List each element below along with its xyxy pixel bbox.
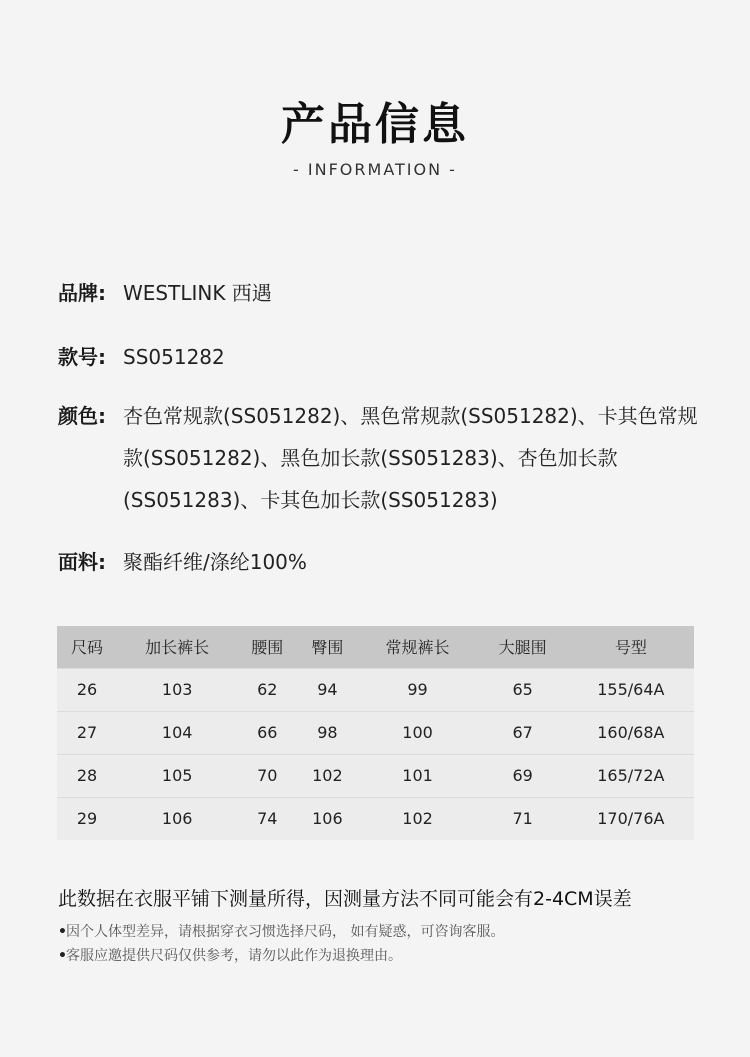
- table-cell: 66: [237, 711, 297, 754]
- table-cell: 103: [117, 668, 237, 711]
- style-number-label: 款号:: [58, 345, 106, 369]
- color-value: 杏色常规款(SS051282)、黑色常规款(SS051282)、卡其色常规款(SS051282)、黑色加长款(SS051283)、杏色加长款(SS051283)、卡其色加长款(SS051283): [123, 404, 698, 512]
- style-number-row: [58, 336, 698, 378]
- material-label: 面料:: [58, 550, 106, 574]
- note-line-2: [58, 945, 402, 965]
- material-value: 聚酯纤维/涤纶100%: [123, 550, 307, 574]
- table-cell: 62: [237, 668, 297, 711]
- header-fit-code: 号型: [568, 626, 694, 668]
- table-cell: 170/76A: [568, 797, 694, 840]
- brand-label: 品牌:: [58, 281, 106, 305]
- bullet-icon: •: [58, 948, 67, 964]
- material-row: [58, 541, 698, 583]
- page-subtitle: - INFORMATION -: [293, 160, 457, 179]
- table-cell: 26: [57, 668, 117, 711]
- table-cell: 106: [117, 797, 237, 840]
- table-row: [57, 754, 694, 797]
- size-table-header: [57, 626, 694, 668]
- brand-row: [58, 272, 698, 314]
- style-number-value: SS051282: [123, 345, 225, 369]
- table-cell: 106: [297, 797, 357, 840]
- bullet-icon: •: [58, 924, 67, 940]
- table-cell: 98: [297, 711, 357, 754]
- note-line-2-text: 客服应邀提供尺码仅供参考，请勿以此作为退换理由。: [66, 948, 402, 964]
- header-waist: 腰围: [237, 626, 297, 668]
- table-cell: 69: [478, 754, 568, 797]
- header-thigh: 大腿围: [478, 626, 568, 668]
- table-cell: 100: [357, 711, 477, 754]
- header-hip: 臀围: [297, 626, 357, 668]
- table-cell: 102: [357, 797, 477, 840]
- table-cell: 71: [478, 797, 568, 840]
- table-cell: 105: [117, 754, 237, 797]
- table-cell: 65: [478, 668, 568, 711]
- brand-value: WESTLINK 西遇: [123, 281, 272, 305]
- note-line-1: [58, 921, 504, 941]
- table-cell: 99: [357, 668, 477, 711]
- table-cell: 74: [237, 797, 297, 840]
- measurement-note: 此数据在衣服平铺下测量所得，因测量方法不同可能会有2-4CM误差: [58, 888, 632, 910]
- table-cell: 28: [57, 754, 117, 797]
- table-cell: 160/68A: [568, 711, 694, 754]
- color-row: [58, 395, 698, 521]
- size-table: [57, 626, 694, 840]
- table-cell: 94: [297, 668, 357, 711]
- table-cell: 67: [478, 711, 568, 754]
- table-row: [57, 668, 694, 711]
- table-cell: 165/72A: [568, 754, 694, 797]
- table-cell: 27: [57, 711, 117, 754]
- color-label: 颜色:: [58, 404, 106, 428]
- table-cell: 104: [117, 711, 237, 754]
- table-cell: 101: [357, 754, 477, 797]
- header-size: 尺码: [57, 626, 117, 668]
- table-cell: 155/64A: [568, 668, 694, 711]
- table-row: [57, 797, 694, 840]
- table-cell: 29: [57, 797, 117, 840]
- table-cell: 102: [297, 754, 357, 797]
- note-line-1-text: 因个人体型差异，请根据穿衣习惯选择尺码， 如有疑惑，可咨询客服。: [66, 924, 505, 940]
- header-long-length: 加长裤长: [117, 626, 237, 668]
- header-regular-length: 常规裤长: [357, 626, 477, 668]
- table-row: [57, 711, 694, 754]
- page-title: 产品信息: [281, 99, 469, 150]
- table-cell: 70: [237, 754, 297, 797]
